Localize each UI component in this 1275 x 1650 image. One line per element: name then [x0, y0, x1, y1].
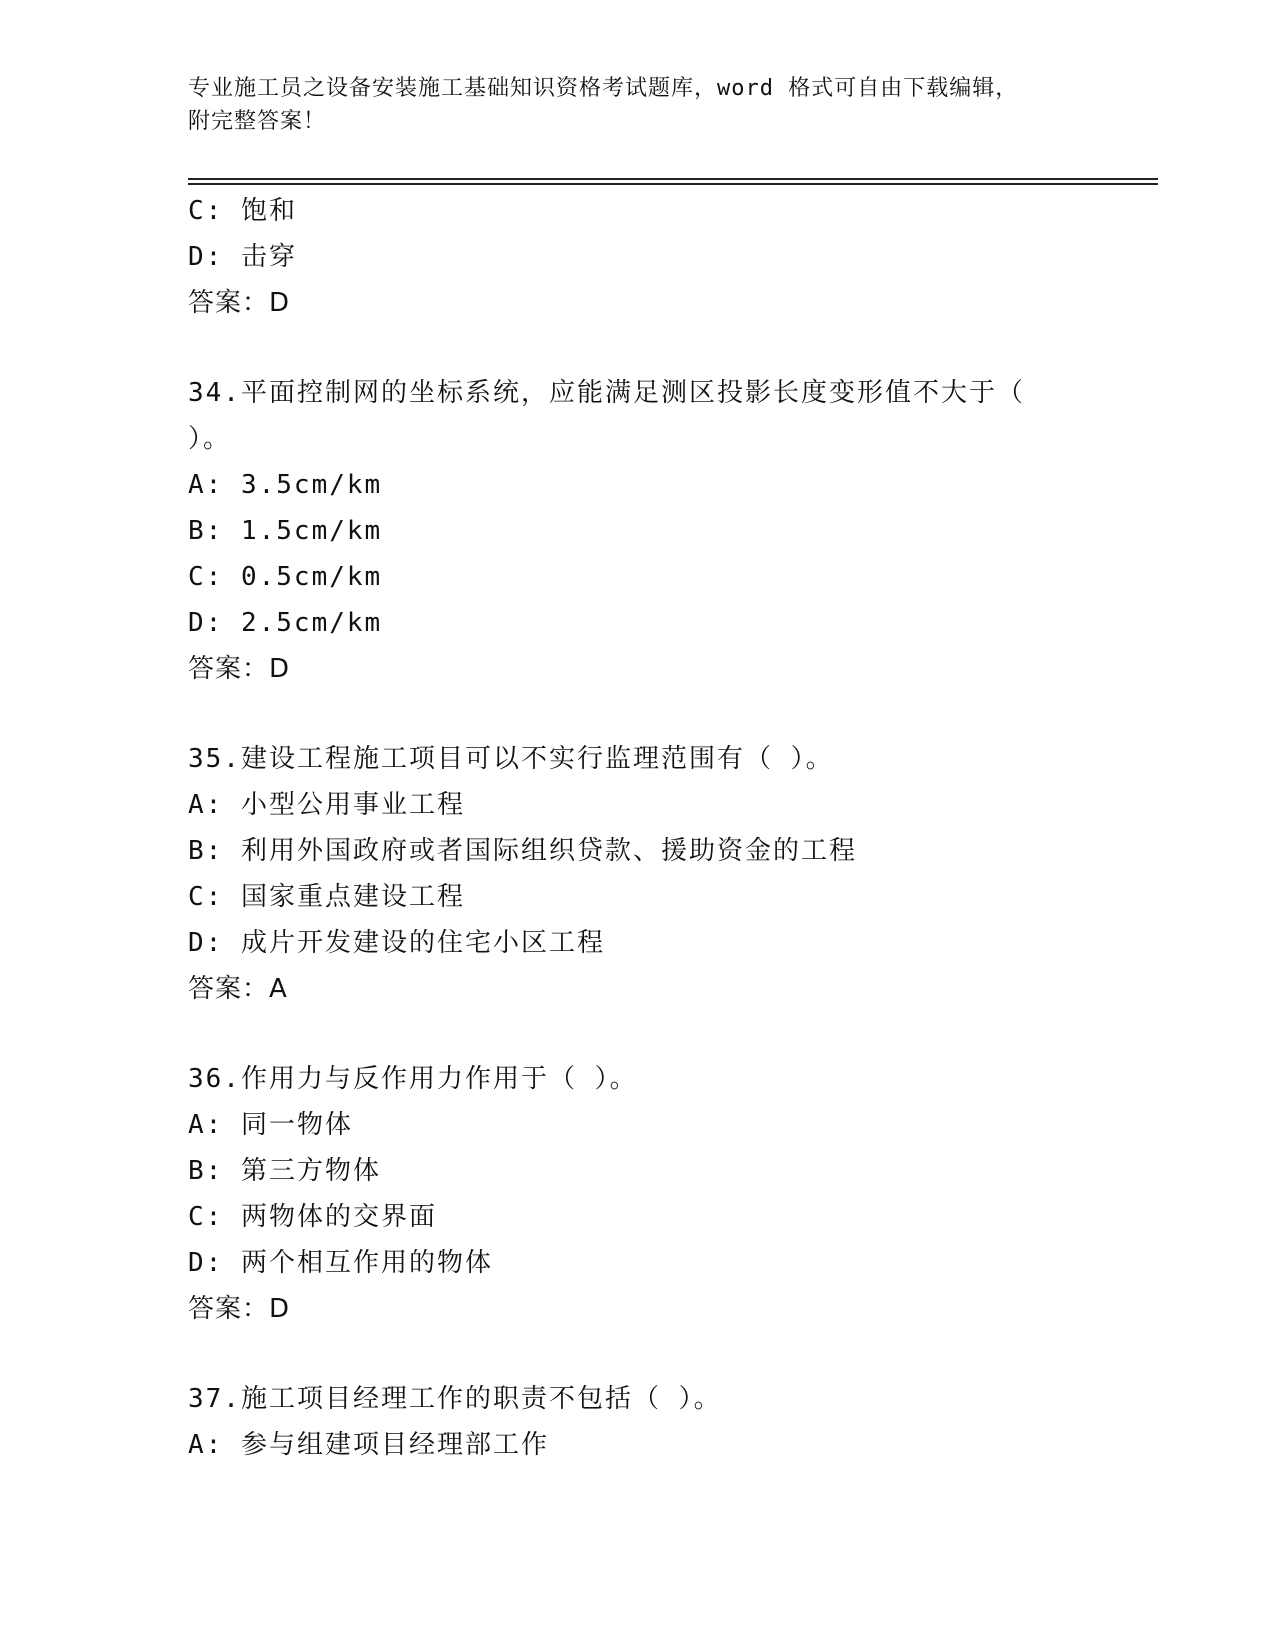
question-gap [188, 326, 1088, 370]
question-34 [188, 370, 1088, 692]
document-header [188, 72, 1158, 138]
question-36 [188, 1056, 1088, 1332]
question-stem: 37.施工项目经理工作的职责不包括（ ）。 [188, 1384, 722, 1414]
option-b: B: 1.5cm/km [188, 516, 383, 546]
option-a: A: 参与组建项目经理部工作 [188, 1430, 549, 1460]
option-a: A: 3.5cm/km [188, 470, 383, 500]
question-37 [188, 1376, 1088, 1468]
option-a: A: 同一物体 [188, 1110, 353, 1140]
option-d: D: 击穿 [188, 242, 297, 272]
question-gap [188, 692, 1088, 736]
question-gap [188, 1332, 1088, 1376]
question-stem: 35.建设工程施工项目可以不实行监理范围有（ ）。 [188, 744, 834, 774]
option-c: C: 两物体的交界面 [188, 1202, 437, 1232]
option-d: D: 2.5cm/km [188, 608, 383, 638]
header-divider-top [188, 178, 1158, 180]
answer-line: 答案：D [188, 1294, 291, 1324]
option-c: C: 0.5cm/km [188, 562, 383, 592]
option-c: C: 国家重点建设工程 [188, 882, 465, 912]
answer-line: 答案：D [188, 654, 291, 684]
answer-line: 答案：A [188, 974, 288, 1004]
answer-line: 答案：D [188, 288, 291, 318]
header-divider-bottom [188, 183, 1158, 185]
header-line-1: 专业施工员之设备安装施工基础知识资格考试题库，word 格式可自由下载编辑， [188, 76, 1019, 101]
option-a: A: 小型公用事业工程 [188, 790, 465, 820]
option-b: B: 第三方物体 [188, 1156, 381, 1186]
option-d: D: 成片开发建设的住宅小区工程 [188, 928, 605, 958]
question-33-tail [188, 188, 1088, 326]
option-c: C: 饱和 [188, 196, 297, 226]
question-gap [188, 1012, 1088, 1056]
question-stem: 36.作用力与反作用力作用于（ ）。 [188, 1064, 638, 1094]
option-d: D: 两个相互作用的物体 [188, 1248, 493, 1278]
question-stem-continued: ）。 [188, 424, 232, 454]
header-line-2: 附完整答案！ [188, 109, 327, 134]
option-b: B: 利用外国政府或者国际组织贷款、援助资金的工程 [188, 836, 857, 866]
question-list [188, 188, 1088, 1468]
question-stem: 34.平面控制网的坐标系统，应能满足测区投影长度变形值不大于（ [188, 378, 1025, 408]
question-35 [188, 736, 1088, 1012]
